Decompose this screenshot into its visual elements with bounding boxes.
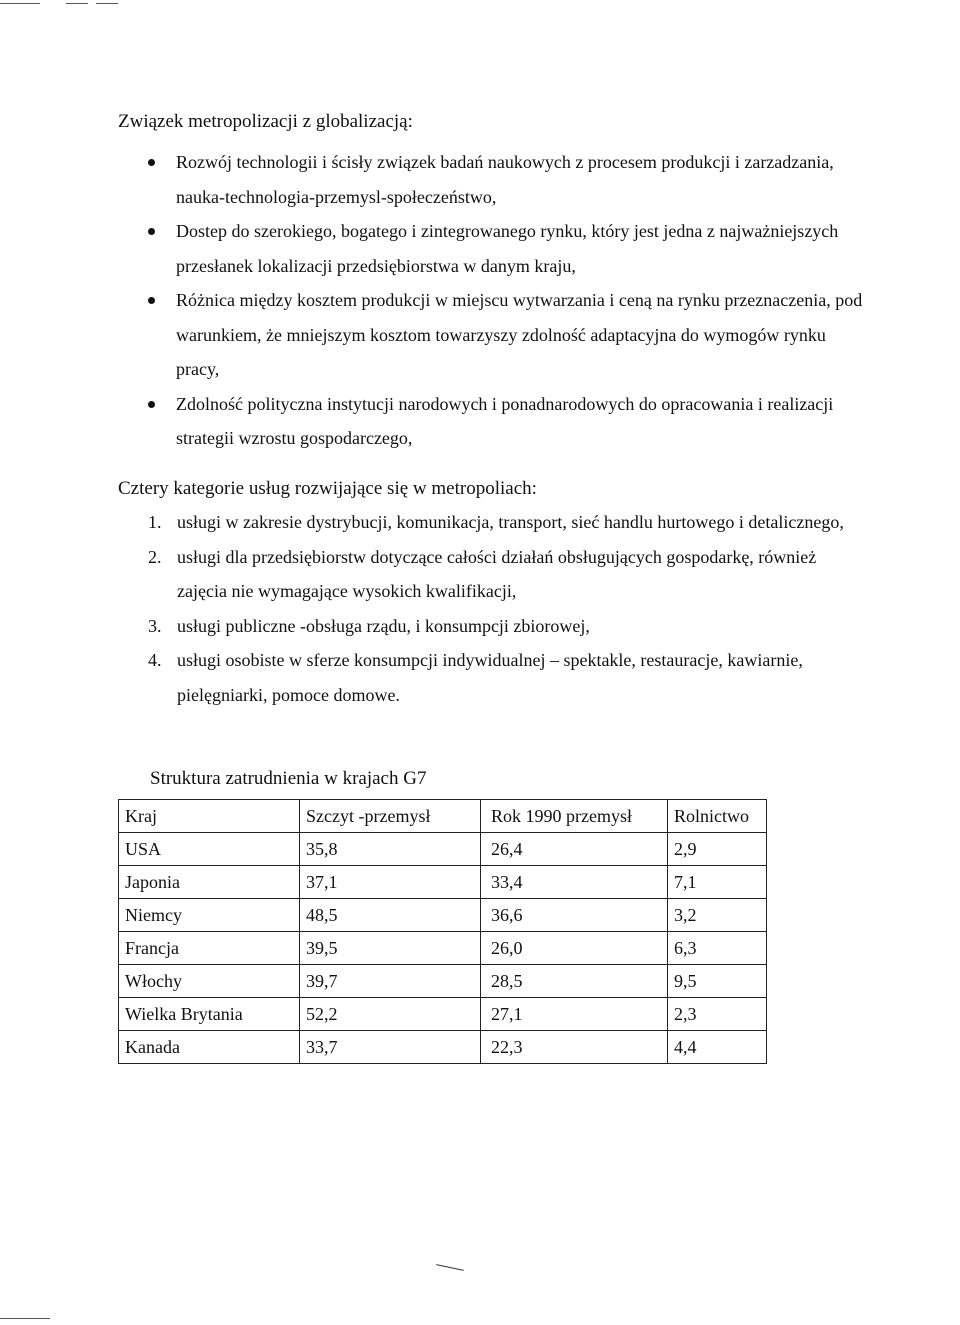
list-item [148,540,868,609]
list-item: Różnica między kosztem produkcji w miejscu wytwarzania i ceną na rynku przeznaczenia, pod warunkiem, że mniejszym kosztom towarzyszy zdolność adaptacyjna do wymogów rynku pracy, [148,283,868,387]
scan-mark-top [66,3,88,4]
scan-mark-top [0,3,40,4]
table-cell: Japonia [119,866,300,899]
section-title-metropolization: Związek metropolizacji z globalizacją: [118,111,413,132]
table-row [119,932,767,965]
numbered-list [148,505,868,712]
table-cell: Włochy [119,965,300,998]
employment-table [118,799,767,1064]
table-title: Struktura zatrudnienia w krajach G7 [150,768,427,789]
table-cell: 4,4 [668,1031,767,1064]
table-cell: 39,7 [300,965,481,998]
table-cell: 39,5 [300,932,481,965]
table-cell: 52,2 [300,998,481,1031]
table-cell: 35,8 [300,833,481,866]
table-cell: 3,2 [668,899,767,932]
table-cell: 26,4 [481,833,668,866]
table-header-row [119,800,767,833]
table-header-cell: Szczyt -przemysł [300,800,481,833]
table-cell: Francja [119,932,300,965]
list-item: Zdolność polityczna instytucji narodowych i ponadnarodowych do opracowania i realizacji strategii wzrostu gospodarczego, [148,387,868,456]
list-item [148,609,868,644]
table-row [119,833,767,866]
list-text: usługi publiczne -obsługa rządu, i konsumpcji zbiorowej, [177,615,590,636]
table-cell: 28,5 [481,965,668,998]
table-cell: 7,1 [668,866,767,899]
list-item [148,643,868,712]
bullet-list [148,145,868,456]
table-row [119,998,767,1031]
table-header-cell: Rolnictwo [668,800,767,833]
section-title-services: Cztery kategorie usług rozwijające się w metropoliach: [118,478,537,499]
table-cell: 48,5 [300,899,481,932]
table-cell: 2,3 [668,998,767,1031]
table-cell: USA [119,833,300,866]
table-cell: 37,1 [300,866,481,899]
table-cell: 9,5 [668,965,767,998]
scan-mark-top [96,3,118,4]
table-cell: Kanada [119,1031,300,1064]
table-cell: 26,0 [481,932,668,965]
list-number: 1. [148,512,162,532]
list-item: Dostep do szerokiego, bogatego i zintegrowanego rynku, który jest jedna z najważniejszych przesłanek lokalizacji przedsiębiorstwa w danym kraju, [148,214,868,283]
table-row [119,899,767,932]
scan-mark-bottom [436,1264,464,1271]
table-cell: 6,3 [668,932,767,965]
list-text: usługi w zakresie dystrybucji, komunikacja, transport, sieć handlu hurtowego i detalicznego, [177,512,844,532]
table-cell: Wielka Brytania [119,998,300,1031]
table-cell: 33,7 [300,1031,481,1064]
table-header-cell: Rok 1990 przemysł [481,800,668,833]
list-item: Rozwój technologii i ścisły związek badań naukowych z procesem produkcji i zarzadzania, nauka-technologia-przemysl-społeczeństwo, [148,145,868,214]
list-text: usługi osobiste w sferze konsumpcji indywidualnej – spektakle, restauracje, kawiarnie, pielęgniarki, pomoce domowe. [177,650,803,705]
scan-mark-bottom [0,1318,50,1319]
list-number: 2. [148,546,162,567]
table-cell: 27,1 [481,998,668,1031]
table-row [119,1031,767,1064]
table-row [119,866,767,899]
list-number: 4. [148,650,162,670]
table-cell: Niemcy [119,899,300,932]
table-cell: 2,9 [668,833,767,866]
table-row [119,965,767,998]
list-text: usługi dla przedsiębiorstw dotyczące całości działań obsługujących gospodarkę, również zajęcia nie wymagające wysokich kwalifikacji, [177,546,817,601]
table-cell: 33,4 [481,866,668,899]
list-number: 3. [148,615,162,636]
table-header-cell: Kraj [119,800,300,833]
list-item [148,505,868,540]
table-cell: 36,6 [481,899,668,932]
table-cell: 22,3 [481,1031,668,1064]
